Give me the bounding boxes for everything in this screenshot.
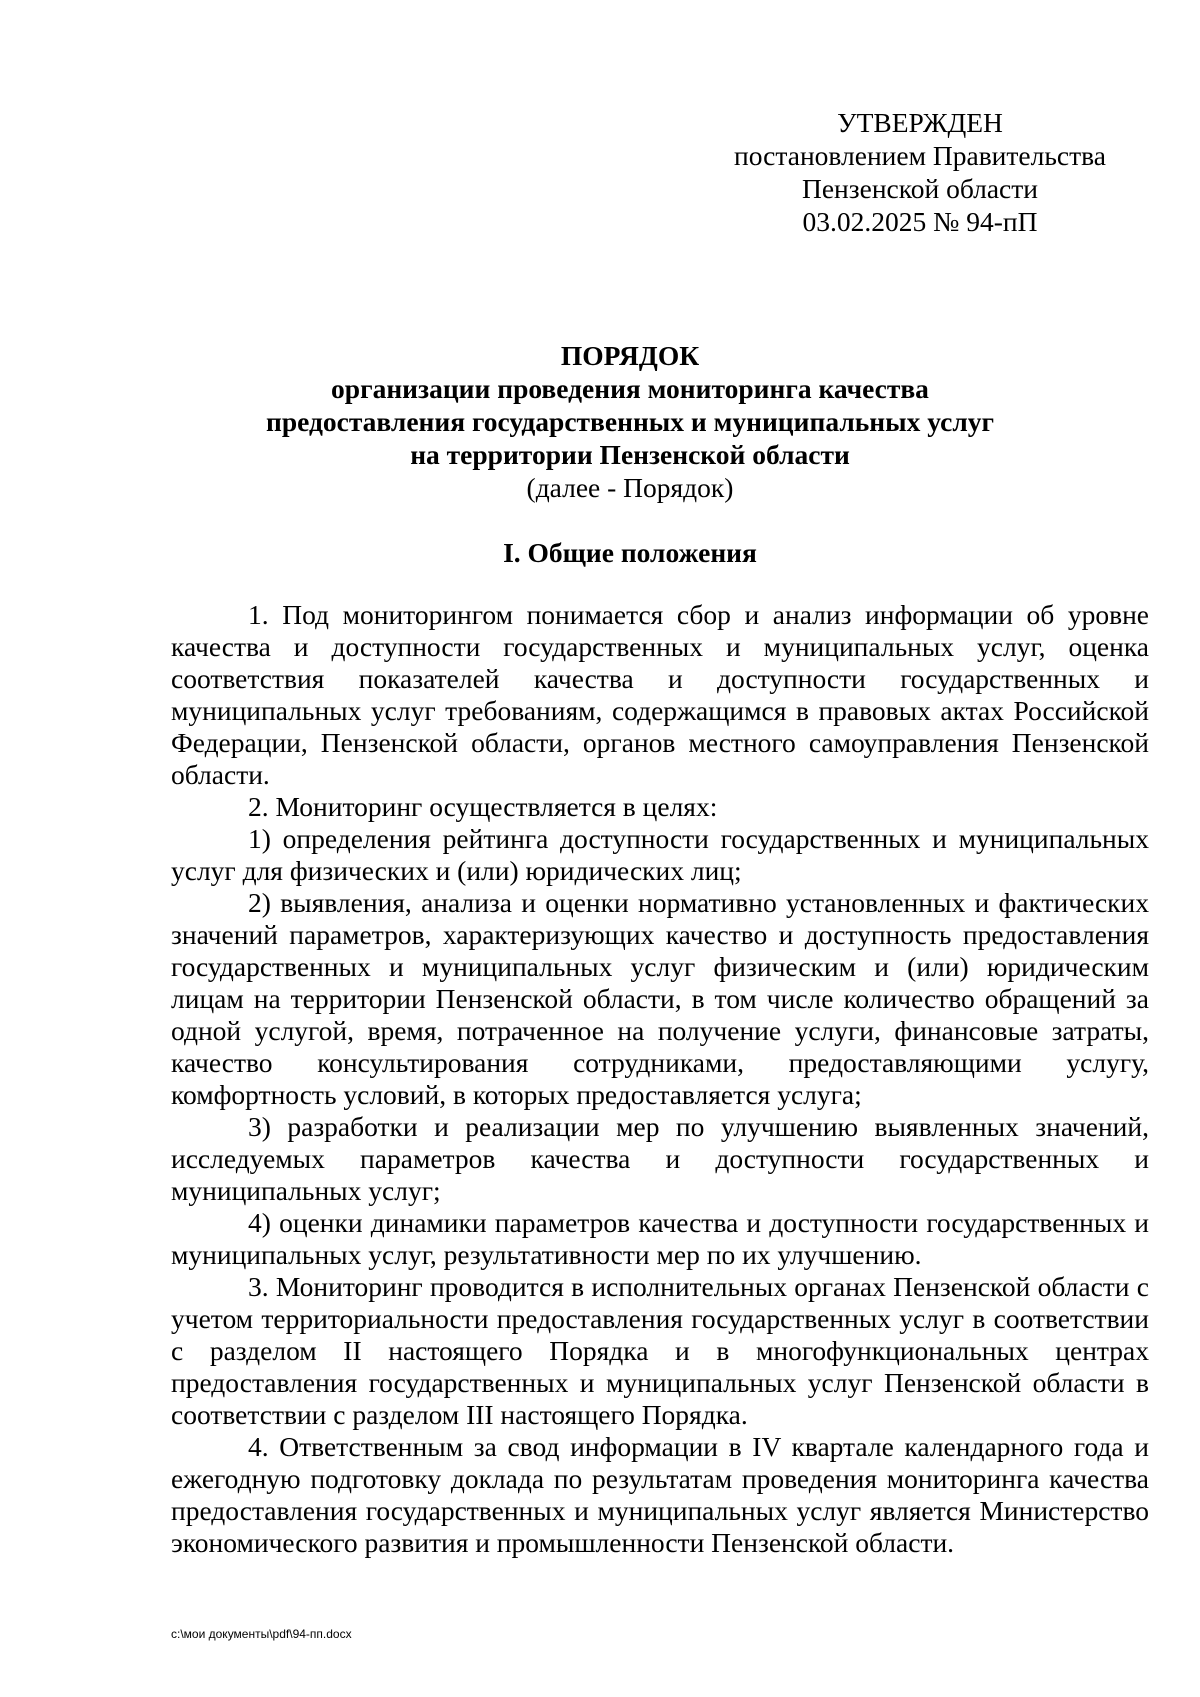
document-title [150,339,1110,504]
approval-issuer: постановлением Правительства [734,140,1106,171]
paragraph-2-item-1: 1) определения рейтинга доступности государственных и муниципальных услуг для физических и (или) юридических лиц; [171,823,1149,886]
paragraph-2-item-3: 3) разработки и реализации мер по улучшению выявленных значений, исследуемых параметров качества и доступности государственных и муниципальных услуг; [171,1111,1149,1206]
approval-date-number: 03.02.2025 № 94-пП [802,206,1038,237]
paragraph-4: 4. Ответственным за свод информации в IV квартале календарного года и ежегодную подготовку доклада по результатам проведения мониторинга качества предоставления государственных и муниципальных услуг является Министерство экономического развития и промышленности Пензенской области. [171,1431,1149,1558]
section-heading: I. Общие положения [503,537,757,568]
title-note: (далее - Порядок) [526,472,734,503]
paragraph-3: 3. Мониторинг проводится в исполнительных органах Пензенской области с учетом территориальности предоставления государственных услуг в соответствии с разделом II настоящего Порядка и в многофункциональных центрах предоставления государственных и муниципальных услуг Пензенской области в соответствии с разделом III настоящего Порядка. [171,1271,1149,1430]
title-line-2: предоставления государственных и муниципальных услуг [265,406,995,437]
approval-stamp [730,106,1110,238]
title-line-3: на территории Пензенской области [410,439,850,470]
approval-status: УТВЕРЖДЕН [837,107,1003,138]
footer-file-path: c:\мои документы\pdf\94-пп.docx [171,1627,352,1641]
paragraph-1: 1. Под мониторингом понимается сбор и анализ информации об уровне качества и доступности государственных и муниципальных услуг, оценка соответствия показателей качества и доступности государственных и муниципальных услуг требованиям, содержащимся в правовых актах Российской Федерации, Пензенской области, органов местного самоуправления Пензенской области. [171,599,1149,790]
paragraph-2: 2. Мониторинг осуществляется в целях: [248,791,718,822]
document-body [171,599,1149,1559]
paragraph-2-item-2: 2) выявления, анализа и оценки нормативно установленных и фактических значений параметров, характеризующих качество и доступность предоставления государственных и муниципальных услуг физическим и (или) юридическим лицам на территории Пензенской области, в том числе количество обращений за одной услугой, время, потраченное на получение услуги, финансовые затраты, качество консультирования сотрудниками, предоставляющими услугу, комфортность условий, в которых предоставляется услуга; [171,887,1149,1110]
title-heading: ПОРЯДОК [560,340,700,371]
title-line-1: организации проведения мониторинга качества [331,373,929,404]
approval-region: Пензенской области [801,173,1038,204]
paragraph-2-item-4: 4) оценки динамики параметров качества и доступности государственных и муниципальных услуг, результативности мер по их улучшению. [171,1207,1149,1270]
